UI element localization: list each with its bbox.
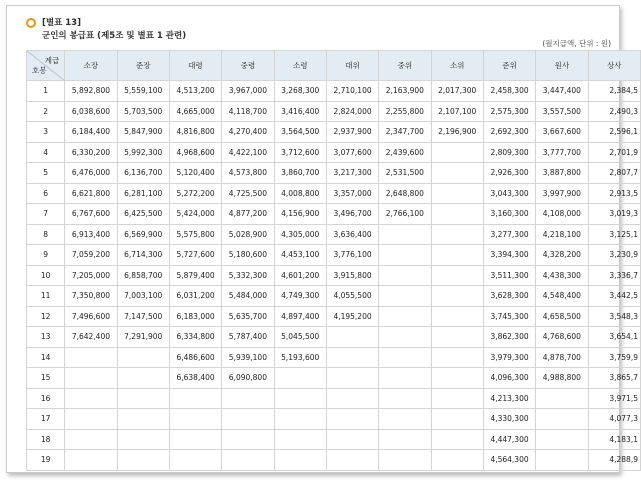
salary-cell: 2,196,900	[431, 122, 483, 143]
corner-step-label: 호봉	[32, 66, 47, 75]
table-row	[27, 142, 641, 163]
unit-note: (월지급액, 단위 : 원)	[542, 39, 611, 48]
salary-cell: 2,490,3	[588, 101, 640, 122]
salary-cell: 7,059,200	[65, 245, 117, 266]
salary-cell: 2,439,600	[379, 142, 431, 163]
salary-cell: 7,003,100	[117, 286, 169, 307]
column-header: 소령	[274, 51, 326, 81]
salary-cell: 5,727,600	[169, 245, 221, 266]
salary-cell	[222, 450, 274, 471]
salary-cell: 4,096,300	[483, 368, 535, 389]
salary-cell	[431, 224, 483, 245]
table-row	[27, 183, 641, 204]
salary-cell: 2,575,300	[483, 101, 535, 122]
salary-cell	[326, 388, 378, 409]
step-cell: 11	[27, 286, 65, 307]
table-header-row	[27, 51, 641, 81]
salary-cell: 4,077,3	[588, 409, 640, 430]
salary-cell: 4,218,100	[536, 224, 588, 245]
salary-cell	[326, 327, 378, 348]
salary-cell	[117, 409, 169, 430]
step-cell: 3	[27, 122, 65, 143]
step-cell: 9	[27, 245, 65, 266]
step-cell: 1	[27, 81, 65, 102]
salary-cell: 3,496,700	[326, 204, 378, 225]
salary-cell	[326, 368, 378, 389]
salary-cell: 4,055,500	[326, 286, 378, 307]
salary-cell: 4,665,000	[169, 101, 221, 122]
column-header: 소위	[431, 51, 483, 81]
salary-cell	[536, 450, 588, 471]
salary-cell: 7,350,800	[65, 286, 117, 307]
salary-cell: 3,865,7	[588, 368, 640, 389]
salary-cell: 2,692,300	[483, 122, 535, 143]
salary-cell	[379, 245, 431, 266]
salary-cell: 6,714,300	[117, 245, 169, 266]
salary-cell: 4,118,700	[222, 101, 274, 122]
table-body	[27, 81, 641, 471]
salary-cell	[431, 409, 483, 430]
salary-cell	[169, 429, 221, 450]
salary-cell	[431, 306, 483, 327]
step-cell: 5	[27, 163, 65, 184]
step-cell: 17	[27, 409, 65, 430]
table-row	[27, 347, 641, 368]
salary-cell: 4,288,9	[588, 450, 640, 471]
salary-cell	[431, 163, 483, 184]
salary-cell: 5,992,300	[117, 142, 169, 163]
salary-cell	[379, 224, 431, 245]
salary-cell	[431, 450, 483, 471]
salary-cell: 7,291,900	[117, 327, 169, 348]
salary-cell: 3,043,300	[483, 183, 535, 204]
salary-cell	[431, 183, 483, 204]
salary-cell	[169, 450, 221, 471]
salary-cell: 6,638,400	[169, 368, 221, 389]
salary-cell: 2,384,5	[588, 81, 640, 102]
salary-cell: 5,635,700	[222, 306, 274, 327]
salary-cell: 4,725,500	[222, 183, 274, 204]
salary-cell: 7,496,600	[65, 306, 117, 327]
step-cell: 13	[27, 327, 65, 348]
salary-cell	[65, 409, 117, 430]
salary-cell	[169, 409, 221, 430]
salary-cell: 5,120,400	[169, 163, 221, 184]
salary-cell: 4,108,000	[536, 204, 588, 225]
salary-cell: 3,712,600	[274, 142, 326, 163]
step-cell: 15	[27, 368, 65, 389]
salary-cell: 2,807,7	[588, 163, 640, 184]
salary-cell: 6,183,000	[169, 306, 221, 327]
table-row	[27, 163, 641, 184]
salary-cell	[274, 368, 326, 389]
salary-cell: 2,809,300	[483, 142, 535, 163]
salary-cell	[431, 204, 483, 225]
salary-cell: 2,017,300	[431, 81, 483, 102]
column-header: 소장	[65, 51, 117, 81]
salary-cell: 4,453,100	[274, 245, 326, 266]
salary-cell: 2,937,900	[326, 122, 378, 143]
salary-cell: 6,621,800	[65, 183, 117, 204]
salary-cell: 3,667,600	[536, 122, 588, 143]
column-header: 중령	[222, 51, 274, 81]
salary-cell: 3,997,900	[536, 183, 588, 204]
salary-cell: 4,564,300	[483, 450, 535, 471]
salary-cell	[431, 368, 483, 389]
salary-cell: 3,416,400	[274, 101, 326, 122]
salary-cell: 6,334,800	[169, 327, 221, 348]
salary-cell: 6,913,400	[65, 224, 117, 245]
salary-cell	[65, 388, 117, 409]
salary-cell	[326, 347, 378, 368]
salary-cell	[379, 409, 431, 430]
salary-cell: 5,787,400	[222, 327, 274, 348]
salary-cell	[431, 286, 483, 307]
salary-cell: 4,328,200	[536, 245, 588, 266]
salary-cell	[222, 388, 274, 409]
salary-cell: 3,511,300	[483, 265, 535, 286]
salary-cell	[379, 286, 431, 307]
table-row	[27, 327, 641, 348]
step-cell: 18	[27, 429, 65, 450]
salary-cell: 2,255,800	[379, 101, 431, 122]
salary-cell: 2,347,700	[379, 122, 431, 143]
step-cell: 8	[27, 224, 65, 245]
salary-cell: 3,636,400	[326, 224, 378, 245]
step-cell: 14	[27, 347, 65, 368]
salary-cell: 6,330,200	[65, 142, 117, 163]
table-row	[27, 265, 641, 286]
salary-cell: 5,193,600	[274, 347, 326, 368]
salary-cell: 6,767,600	[65, 204, 117, 225]
salary-cell	[379, 347, 431, 368]
salary-cell	[222, 409, 274, 430]
step-cell: 2	[27, 101, 65, 122]
salary-cell: 6,569,900	[117, 224, 169, 245]
salary-cell	[274, 388, 326, 409]
salary-cell: 4,270,400	[222, 122, 274, 143]
salary-cell: 4,183,1	[588, 429, 640, 450]
salary-cell: 2,824,000	[326, 101, 378, 122]
salary-cell: 3,887,800	[536, 163, 588, 184]
salary-cell: 6,476,000	[65, 163, 117, 184]
salary-cell	[379, 327, 431, 348]
salary-cell: 4,658,500	[536, 306, 588, 327]
salary-cell: 4,749,300	[274, 286, 326, 307]
salary-cell: 3,759,9	[588, 347, 640, 368]
salary-cell	[65, 450, 117, 471]
salary-cell: 4,156,900	[274, 204, 326, 225]
table-row	[27, 122, 641, 143]
salary-cell	[536, 409, 588, 430]
salary-cell: 3,745,300	[483, 306, 535, 327]
salary-cell	[379, 450, 431, 471]
salary-cell: 3,548,3	[588, 306, 640, 327]
step-cell: 16	[27, 388, 65, 409]
salary-cell: 7,642,400	[65, 327, 117, 348]
salary-cell: 5,847,900	[117, 122, 169, 143]
document-frame	[6, 5, 638, 473]
salary-cell	[117, 429, 169, 450]
salary-cell: 3,979,300	[483, 347, 535, 368]
salary-cell: 4,768,600	[536, 327, 588, 348]
salary-cell: 3,268,300	[274, 81, 326, 102]
salary-cell: 6,136,700	[117, 163, 169, 184]
salary-cell: 3,357,000	[326, 183, 378, 204]
salary-cell: 3,564,500	[274, 122, 326, 143]
salary-cell: 3,230,9	[588, 245, 640, 266]
table-title: 군인의 봉급표 (제5조 및 별표 1 관련)	[42, 31, 187, 41]
salary-cell: 4,878,700	[536, 347, 588, 368]
salary-cell	[536, 388, 588, 409]
table-row	[27, 388, 641, 409]
salary-cell: 5,892,800	[65, 81, 117, 102]
salary-cell: 3,394,300	[483, 245, 535, 266]
salary-cell: 6,031,200	[169, 286, 221, 307]
appendix-tag: [별표 13]	[42, 18, 81, 28]
salary-cell	[274, 429, 326, 450]
salary-cell: 5,180,600	[222, 245, 274, 266]
salary-cell: 3,019,3	[588, 204, 640, 225]
salary-cell	[379, 388, 431, 409]
table-row	[27, 286, 641, 307]
salary-cell: 3,217,300	[326, 163, 378, 184]
salary-cell	[536, 429, 588, 450]
salary-cell: 4,897,400	[274, 306, 326, 327]
salary-cell: 6,184,400	[65, 122, 117, 143]
salary-cell	[274, 409, 326, 430]
salary-cell: 2,710,100	[326, 81, 378, 102]
column-header: 준위	[483, 51, 535, 81]
salary-cell	[379, 306, 431, 327]
salary-cell: 3,442,5	[588, 286, 640, 307]
salary-cell	[326, 429, 378, 450]
salary-cell: 4,447,300	[483, 429, 535, 450]
table-row	[27, 429, 641, 450]
step-cell: 19	[27, 450, 65, 471]
salary-cell	[431, 327, 483, 348]
salary-cell: 4,422,100	[222, 142, 274, 163]
corner-header-cell	[27, 51, 65, 81]
salary-cell: 3,557,500	[536, 101, 588, 122]
column-header: 대령	[169, 51, 221, 81]
salary-cell: 3,277,300	[483, 224, 535, 245]
salary-cell: 3,971,5	[588, 388, 640, 409]
salary-cell: 3,776,100	[326, 245, 378, 266]
salary-cell: 4,305,000	[274, 224, 326, 245]
salary-cell	[431, 429, 483, 450]
salary-cell	[117, 368, 169, 389]
salary-cell	[222, 429, 274, 450]
step-cell: 7	[27, 204, 65, 225]
salary-cell: 3,336,7	[588, 265, 640, 286]
salary-cell	[65, 347, 117, 368]
salary-cell: 3,125,1	[588, 224, 640, 245]
salary-cell: 3,628,300	[483, 286, 535, 307]
salary-cell: 3,860,700	[274, 163, 326, 184]
circle-bullet-icon	[26, 18, 36, 28]
salary-cell: 2,596,1	[588, 122, 640, 143]
salary-cell: 7,147,500	[117, 306, 169, 327]
salary-cell: 6,090,800	[222, 368, 274, 389]
salary-cell: 4,816,800	[169, 122, 221, 143]
salary-cell: 5,272,200	[169, 183, 221, 204]
salary-cell: 2,913,5	[588, 183, 640, 204]
salary-cell	[379, 429, 431, 450]
salary-cell: 4,968,600	[169, 142, 221, 163]
salary-cell	[431, 245, 483, 266]
step-cell: 10	[27, 265, 65, 286]
salary-cell: 4,601,200	[274, 265, 326, 286]
salary-cell: 4,988,800	[536, 368, 588, 389]
salary-cell: 4,877,200	[222, 204, 274, 225]
salary-cell: 3,654,1	[588, 327, 640, 348]
salary-cell	[65, 429, 117, 450]
salary-cell: 2,163,900	[379, 81, 431, 102]
salary-cell: 2,107,100	[431, 101, 483, 122]
table-row	[27, 81, 641, 102]
salary-cell: 2,766,100	[379, 204, 431, 225]
salary-cell	[379, 368, 431, 389]
step-cell: 12	[27, 306, 65, 327]
salary-cell: 3,915,800	[326, 265, 378, 286]
table-row	[27, 368, 641, 389]
column-header: 원사	[536, 51, 588, 81]
table-row	[27, 306, 641, 327]
salary-cell: 5,575,800	[169, 224, 221, 245]
step-cell: 6	[27, 183, 65, 204]
corner-rank-label: 계급	[44, 56, 60, 65]
salary-cell	[65, 368, 117, 389]
salary-cell: 5,484,000	[222, 286, 274, 307]
column-header: 상사	[588, 51, 640, 81]
salary-cell	[326, 409, 378, 430]
salary-cell: 4,573,800	[222, 163, 274, 184]
salary-table	[26, 50, 641, 471]
salary-cell: 6,281,100	[117, 183, 169, 204]
salary-cell: 2,926,300	[483, 163, 535, 184]
salary-cell: 3,077,600	[326, 142, 378, 163]
salary-cell	[274, 450, 326, 471]
salary-cell: 5,703,500	[117, 101, 169, 122]
salary-cell	[379, 265, 431, 286]
salary-cell	[169, 388, 221, 409]
table-row	[27, 450, 641, 471]
salary-cell: 3,967,000	[222, 81, 274, 102]
salary-cell	[117, 388, 169, 409]
column-header: 중위	[379, 51, 431, 81]
salary-cell	[431, 142, 483, 163]
salary-cell: 5,559,100	[117, 81, 169, 102]
salary-cell	[431, 388, 483, 409]
table-row	[27, 245, 641, 266]
salary-cell: 6,425,500	[117, 204, 169, 225]
salary-cell: 5,879,400	[169, 265, 221, 286]
salary-cell: 7,205,000	[65, 265, 117, 286]
salary-cell: 6,858,700	[117, 265, 169, 286]
salary-cell	[326, 450, 378, 471]
table-row	[27, 204, 641, 225]
salary-cell: 4,008,800	[274, 183, 326, 204]
salary-cell: 4,438,300	[536, 265, 588, 286]
table-row	[27, 409, 641, 430]
salary-cell: 5,028,900	[222, 224, 274, 245]
salary-cell	[431, 347, 483, 368]
salary-cell: 3,447,400	[536, 81, 588, 102]
column-header: 준장	[117, 51, 169, 81]
table-row	[27, 101, 641, 122]
table-row	[27, 224, 641, 245]
salary-cell: 5,939,100	[222, 347, 274, 368]
step-cell: 4	[27, 142, 65, 163]
salary-cell: 5,045,500	[274, 327, 326, 348]
salary-cell: 2,701,9	[588, 142, 640, 163]
salary-cell: 4,330,300	[483, 409, 535, 430]
salary-cell: 4,548,400	[536, 286, 588, 307]
salary-cell: 4,513,200	[169, 81, 221, 102]
salary-cell	[117, 347, 169, 368]
salary-cell	[431, 265, 483, 286]
salary-cell: 3,160,300	[483, 204, 535, 225]
salary-cell: 5,332,300	[222, 265, 274, 286]
salary-cell: 3,862,300	[483, 327, 535, 348]
salary-cell: 3,777,700	[536, 142, 588, 163]
salary-cell: 6,038,600	[65, 101, 117, 122]
salary-cell: 4,213,300	[483, 388, 535, 409]
salary-cell: 2,531,500	[379, 163, 431, 184]
salary-cell: 5,424,000	[169, 204, 221, 225]
salary-cell: 4,195,200	[326, 306, 378, 327]
salary-cell: 2,648,800	[379, 183, 431, 204]
salary-cell: 6,486,600	[169, 347, 221, 368]
salary-cell: 2,458,300	[483, 81, 535, 102]
salary-cell	[117, 450, 169, 471]
column-header: 대위	[326, 51, 378, 81]
